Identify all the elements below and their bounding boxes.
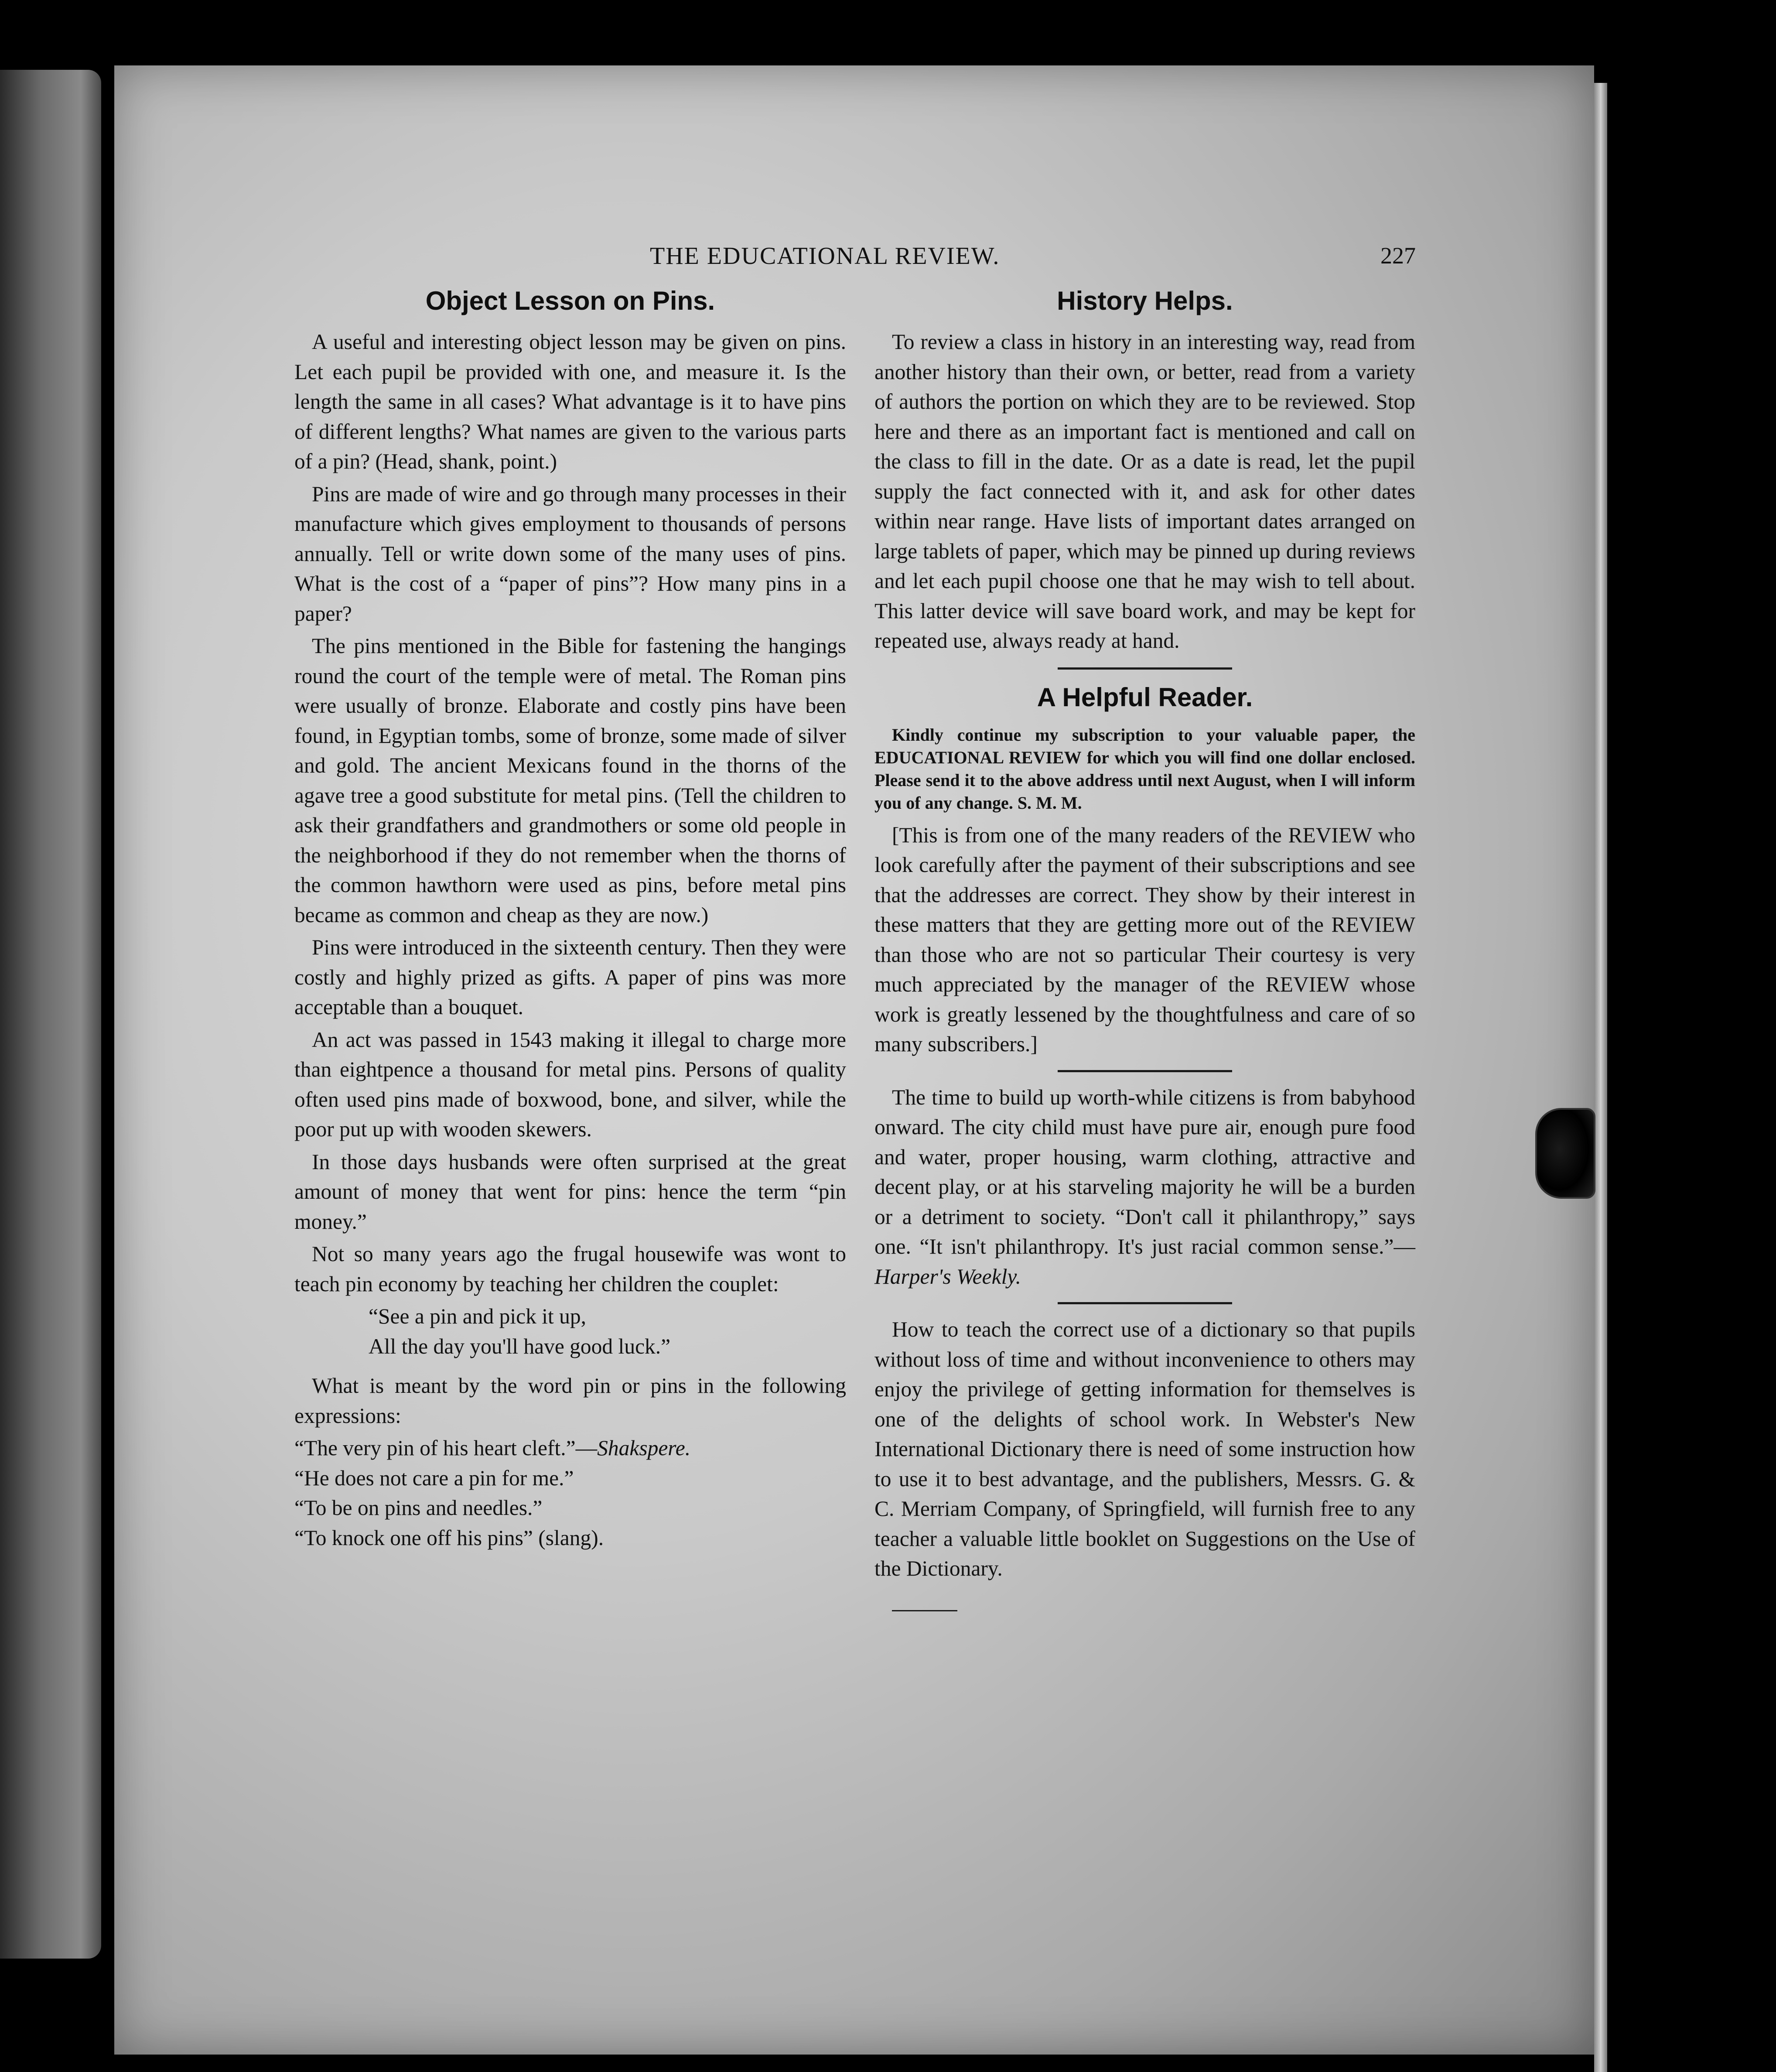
expression-line: “He does not care a pin for me.” [294,1466,574,1490]
paragraph: Pins were introduced in the sixteenth century. Then they were costly and highly prized as gifts. A paper of pins was more acceptable than a bouquet. [294,935,846,1019]
paragraph: In those days husbands were often surprised at the great amount of money that went for pins: hence the term “pin money.” [294,1149,846,1234]
divider-rule [1058,1070,1232,1072]
article-title-history: History Helps. [1057,286,1233,315]
page-stack-edge [1594,83,1607,2072]
reader-letter: Kindly continue my subscription to your valuable paper, the EDUCATIONAL REVIEW for which you will find one dollar enclosed. Please send it to the above address until next August, when I will inform you of any change. S. M. M. [874,725,1415,813]
end-rule [892,1610,957,1611]
spacer [294,1361,846,1371]
citizens-text: The time to build up worth-while citizens is from babyhood onward. The city child must have pure air, enough pure food and water, proper housing, warm clothing, attractive and decent play, or at his starveling majority he will be a burden or a detriment to society. “Don't call it philanthropy,” says one. “It isn't philanthropy. It's just racial common sense.”— [874,1085,1415,1258]
article-title-pins: Object Lesson on Pins. [425,286,715,315]
divider-rule [1058,1302,1232,1304]
paragraph [874,1083,1415,1292]
couplet-line: “See a pin and pick it up, [369,1304,586,1328]
binder-clip [1535,1108,1595,1199]
page-number: 227 [1380,243,1416,269]
expression-line: “To be on pins and needles.” [294,1496,543,1520]
left-column [294,284,846,1553]
paragraph: To review a class in history in an interesting way, read from another history than their own, or better, read from a variety of authors the portion on which they are to be reviewed. Stop here and there as an important fact is mentioned and call on the class to fill in the date. Or as a date is read, let the pupil supply the fact connected with it, and ask for other dates within near range. Have lists of important dates arranged on large tablets of paper, which may be pinned up during reviews and let each pupil choose one that he may wish to tell about. This latter device will save board work, and may be kept for repeated use, always ready at hand. [874,330,1415,653]
paragraph: The pins mentioned in the Bible for fastening the hangings round the court of the temple were of metal. The Roman pins were usually of bronze. Elaborate and costly pins have been found, in Egyptian tombs, some of bronze, some made of silver and gold. The ancient Mexicans found in the thorns of the agave tree a good substitute for metal pins. (Tell the children to ask their grandfathers and grandmothers or some old people in the neighborhood if they do not remember when the thorns of the common hawthorn were used as pins, before metal pins became as common and cheap as they are now.) [294,634,846,927]
facing-page-edge [0,70,101,1959]
paragraph: A useful and interesting object lesson may be given on pins. Let each pupil be provided with one, and measure it. Is the length the same in all cases? What advantage is it to have pins of different lengths? What names are given to the various parts of a pin? (Head, shank, point.) [294,330,846,473]
expression-text: “The very pin of his heart cleft.”— [294,1436,598,1460]
couplet-line: All the day you'll have good luck.” [369,1334,671,1358]
expression-line: “To knock one off his pins” (slang). [294,1525,604,1550]
paragraph: [This is from one of the many readers of the REVIEW who look carefully after the payment of their subscriptions and see that the addresses are correct. They show by their interest in these matters that they are getting more out of the REVIEW than those who are not so particular Their courtesy is very much appreciated by the manager of the REVIEW whose work is greatly lessened by the thoughtfulness and care of so many subscribers.] [874,823,1415,1056]
question-paragraph: What is meant by the word pin or pins in the following expressions: [294,1374,846,1428]
expression-line [294,1433,846,1463]
article-title-reader: A Helpful Reader. [1037,682,1253,712]
divider-rule [1058,667,1232,670]
paragraph: An act was passed in 1543 making it illegal to charge more than eightpence a thousand for metal pins. Persons of quality often used pins made of boxwood, bone, and silver, while the poor put up with wooden skewers. [294,1027,846,1141]
right-column [874,284,1415,1611]
expression-author: Shakspere. [597,1436,691,1460]
citizens-source: Harper's Weekly. [874,1264,1021,1289]
paragraph: Pins are made of wire and go through many processes in their manufacture which gives employment to thousands of persons annually. Tell or write down some of the many uses of pins. What is the cost of a “paper of pins”? How many pins in a paper? [294,482,846,626]
running-header: THE EDUCATIONAL REVIEW. [650,243,1000,270]
paragraph: How to teach the correct use of a dictionary so that pupils without loss of time and without inconvenience to others may enjoy the privilege of getting information for themselves is one of the delights of school work. In Webster's New International Dictionary there is need of some instruction how to use it to best advantage, and the publishers, Messrs. G. & C. Merriam Company, of Springfield, will furnish free to any teacher a valuable little booklet on Suggestions on the Use of the Dictionary. [874,1317,1415,1580]
paragraph: Not so many years ago the frugal housewife was wont to teach pin economy by teaching her children the couplet: [294,1242,846,1296]
